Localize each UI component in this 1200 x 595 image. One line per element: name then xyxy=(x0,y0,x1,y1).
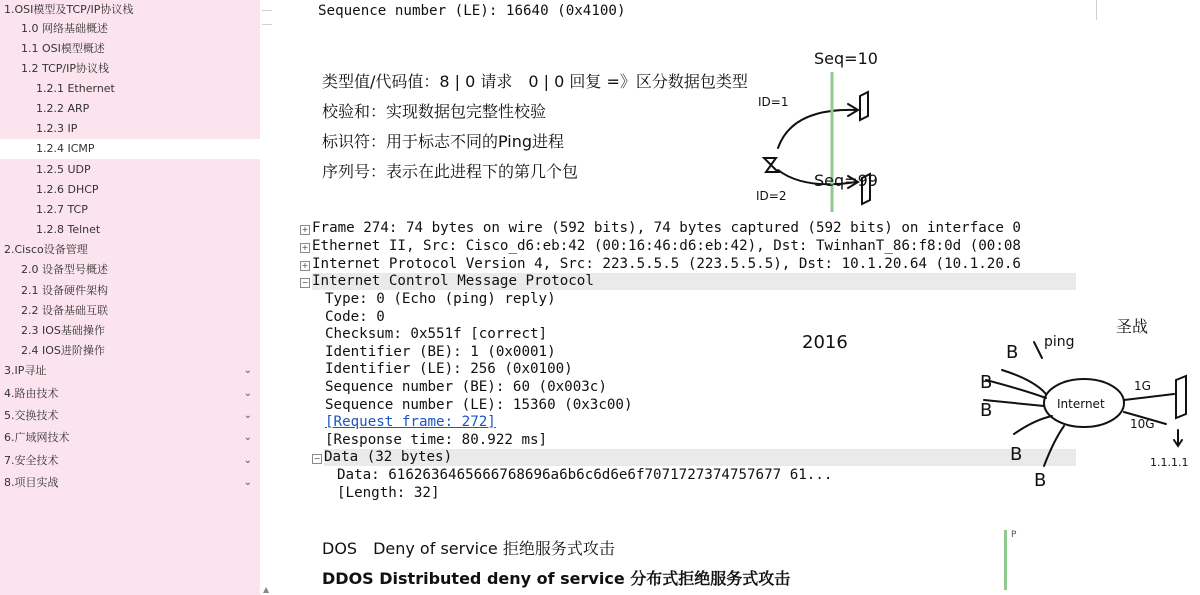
sidebar-item-telnet[interactable] xyxy=(0,220,260,240)
sidebar-item-label: 1.2.2 ARP xyxy=(36,102,90,115)
sidebar-item-label: 7.安全技术 xyxy=(4,454,59,467)
green-marker-bar xyxy=(1004,530,1007,590)
sidebar-item-cisco[interactable] xyxy=(0,240,260,260)
sidebar-item-2-4[interactable] xyxy=(0,341,260,361)
handwriting-ping-sketch xyxy=(744,40,924,215)
sidebar-item-label: 2.0 设备型号概述 xyxy=(21,263,108,276)
sidebar-item-osi[interactable] xyxy=(0,0,260,20)
sidebar-item-ip[interactable] xyxy=(0,119,260,139)
divider xyxy=(1096,0,1097,20)
chevron-down-icon: ⌄ xyxy=(243,388,252,399)
chevron-down-icon: ⌄ xyxy=(243,455,252,466)
sidebar-item-label: 1.2.8 Telnet xyxy=(36,223,101,236)
sidebar xyxy=(0,0,261,595)
dest-ip-label: 1.1.1.1 xyxy=(1150,456,1189,469)
sidebar-item-arp[interactable] xyxy=(0,99,260,119)
note-page xyxy=(274,0,1200,595)
icmp-checksum[interactable]: Checksum: 0x551f [correct] xyxy=(325,326,548,342)
scroll-up-icon[interactable]: ▲ xyxy=(263,585,270,594)
chevron-down-icon: ⌄ xyxy=(243,432,252,443)
sidebar-item-project[interactable] xyxy=(0,473,260,493)
sidebar-item-tcp[interactable] xyxy=(0,200,260,220)
sidebar-item-label: 8.项目实战 xyxy=(4,476,59,489)
host-sketch-icon xyxy=(764,158,778,172)
chevron-down-icon: ⌄ xyxy=(243,410,252,421)
sidebar-item-label: 2.4 IOS进阶操作 xyxy=(21,344,105,357)
expand-icon[interactable]: + xyxy=(301,243,309,252)
sidebar-item-label: 1.1 OSI模型概述 xyxy=(21,42,105,55)
note-sequence: 序列号：表示在此进程下的第几个包 xyxy=(322,162,579,181)
sidebar-item-wan[interactable] xyxy=(0,428,260,448)
sidebar-item-label: 1.2.3 IP xyxy=(36,122,78,135)
sidebar-item-2-3[interactable] xyxy=(0,321,260,341)
sidebar-item-label: 2.3 IOS基础操作 xyxy=(21,324,105,337)
sidebar-item-security[interactable] xyxy=(0,451,260,471)
sidebar-item-label: 1.2.4 ICMP xyxy=(36,142,95,155)
sidebar-item-2-1[interactable] xyxy=(0,281,260,301)
top-sequence-line: Sequence number (LE): 16640 (0x4100) xyxy=(318,3,626,19)
icmp-seq-be[interactable]: Sequence number (BE): 60 (0x003c) xyxy=(325,379,607,395)
chevron-down-icon: ⌄ xyxy=(243,477,252,488)
war-label: 圣战 xyxy=(1116,317,1149,336)
sidebar-item-label: 2.1 设备硬件架构 xyxy=(21,284,108,297)
data-length[interactable]: [Length: 32] xyxy=(337,485,440,501)
sidebar-item-udp[interactable] xyxy=(0,160,260,180)
seq-bottom-label: Seq=99 xyxy=(814,171,878,190)
bot-icon: B xyxy=(1006,342,1019,363)
icmp-identifier-le[interactable]: Identifier (LE): 256 (0x0100) xyxy=(325,361,573,377)
scrollbar-tick xyxy=(262,10,272,11)
seq-top-label: Seq=10 xyxy=(814,49,878,68)
year-label: 2016 xyxy=(802,332,848,353)
id1-label: ID=1 xyxy=(758,95,789,109)
data-value[interactable]: Data: 6162636465666768696a6b6c6d6e6f7071727374757677 61... xyxy=(337,467,833,483)
dos-text: DOS Deny of service 拒绝服务式攻击 xyxy=(322,539,615,558)
packet-frame-line[interactable]: Frame 274: 74 bytes on wire (592 bits), 74 bytes captured (592 bits) on interface 0 xyxy=(312,220,1021,236)
server-sketch-icon xyxy=(860,92,868,120)
note-checksum: 校验和：实现数据包完整性校验 xyxy=(322,102,547,121)
icmp-seq-le[interactable]: Sequence number (LE): 15360 (0x3c00) xyxy=(325,397,633,413)
data-header[interactable]: Data (32 bytes) xyxy=(324,449,1076,466)
server-target-icon xyxy=(1176,376,1186,418)
sidebar-item-label: 1.2.7 TCP xyxy=(36,203,88,216)
handwriting-ddos-sketch xyxy=(794,300,1194,500)
paragraph-marker: P xyxy=(1011,530,1017,540)
sidebar-scrollbar[interactable] xyxy=(260,0,274,595)
note-type-code: 类型值/代码值：8 | 0 请求 0 | 0 回复 =》区分数据包类型 xyxy=(322,72,748,91)
expand-icon[interactable]: + xyxy=(301,225,309,234)
bot-icon: B xyxy=(1010,444,1023,465)
collapse-icon[interactable]: − xyxy=(301,278,309,287)
speed-1g-label: 1G xyxy=(1134,379,1151,393)
sidebar-item-label: 2.Cisco设备管理 xyxy=(4,243,88,256)
sidebar-item-1-0[interactable] xyxy=(0,19,260,39)
id2-label: ID=2 xyxy=(756,189,787,203)
ping-label: ping xyxy=(1044,334,1075,350)
chevron-down-icon: ⌄ xyxy=(243,365,252,376)
sidebar-item-label: 3.IP寻址 xyxy=(4,364,47,377)
sidebar-item-1-1[interactable] xyxy=(0,39,260,59)
packet-ethernet-line[interactable]: Ethernet II, Src: Cisco_d6:eb:42 (00:16:46:d6:eb:42), Dst: TwinhanT_86:f8:0d (00:08 xyxy=(312,238,1021,254)
sidebar-item-routing[interactable] xyxy=(0,384,260,404)
sidebar-item-dhcp[interactable] xyxy=(0,180,260,200)
bot-icon: B xyxy=(1034,470,1047,491)
note-identifier: 标识符：用于标志不同的Ping进程 xyxy=(322,132,565,151)
sidebar-item-label: 6.广域网技术 xyxy=(4,431,70,444)
packet-ip-line[interactable]: Internet Protocol Version 4, Src: 223.5.5.5 (223.5.5.5), Dst: 10.1.20.64 (10.1.20.6 xyxy=(312,256,1021,272)
sidebar-item-label: 1.2.6 DHCP xyxy=(36,183,99,196)
sidebar-item-1-2[interactable] xyxy=(0,59,260,79)
icmp-identifier-be[interactable]: Identifier (BE): 1 (0x0001) xyxy=(325,344,556,360)
collapse-icon[interactable]: − xyxy=(313,454,321,463)
scrollbar-tick xyxy=(262,24,272,25)
sidebar-item-label: 1.2.5 UDP xyxy=(36,163,91,176)
sidebar-item-label: 2.2 设备基础互联 xyxy=(21,304,108,317)
icmp-type[interactable]: Type: 0 (Echo (ping) reply) xyxy=(325,291,556,307)
ddos-text: DDOS Distributed deny of service 分布式拒绝服务式攻击 xyxy=(322,569,791,588)
expand-icon[interactable]: + xyxy=(301,261,309,270)
packet-icmp-line[interactable]: Internet Control Message Protocol xyxy=(312,273,1076,290)
sidebar-item-label: 1.0 网络基础概述 xyxy=(21,22,108,35)
sidebar-item-ethernet[interactable] xyxy=(0,79,260,99)
speed-10g-label: 10G xyxy=(1130,417,1155,431)
bot-icon: B xyxy=(980,372,993,393)
sidebar-item-2-0[interactable] xyxy=(0,260,260,280)
response-time[interactable]: [Response time: 80.922 ms] xyxy=(325,432,548,448)
bot-icon: B xyxy=(980,400,993,421)
sidebar-item-label: 5.交换技术 xyxy=(4,409,59,422)
sidebar-item-icmp[interactable] xyxy=(0,139,260,159)
request-frame-link[interactable]: [Request frame: 272] xyxy=(325,414,496,430)
sidebar-item-2-2[interactable] xyxy=(0,301,260,321)
internet-label: Internet xyxy=(1057,397,1105,411)
icmp-code[interactable]: Code: 0 xyxy=(325,309,385,325)
sidebar-item-ip-addressing[interactable] xyxy=(0,361,260,381)
sidebar-item-label: 4.路由技术 xyxy=(4,387,59,400)
sidebar-item-label: 1.2.1 Ethernet xyxy=(36,82,115,95)
sidebar-item-label: 1.OSI模型及TCP/IP协议栈 xyxy=(4,3,134,16)
sidebar-item-switching[interactable] xyxy=(0,406,260,426)
sidebar-item-label: 1.2 TCP/IP协议栈 xyxy=(21,62,109,75)
